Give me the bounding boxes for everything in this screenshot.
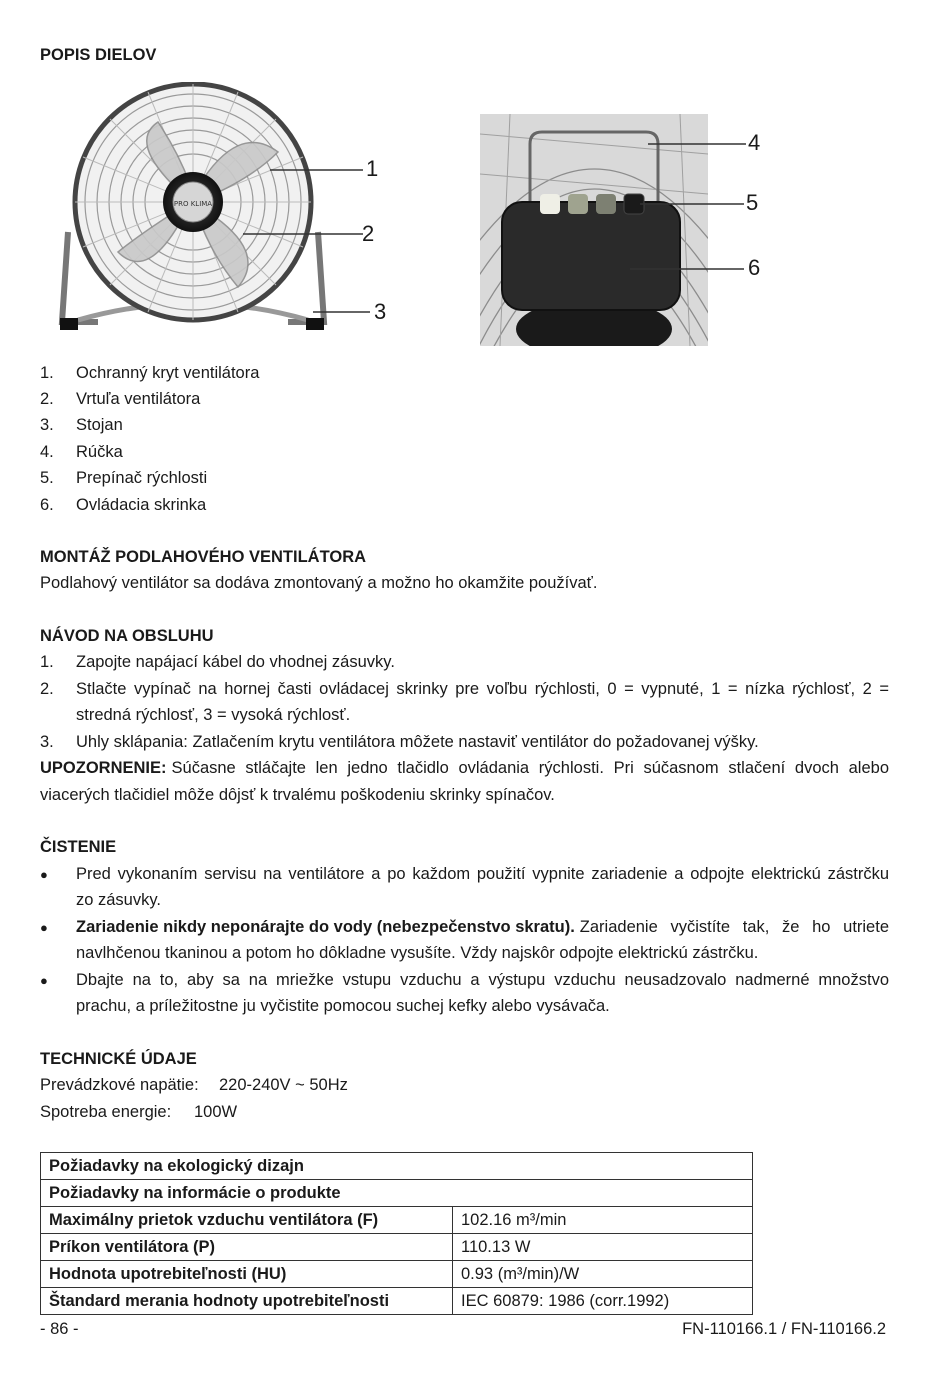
section-heading-operation: NÁVOD NA OBSLUHU [40, 627, 214, 645]
table-row [41, 1288, 753, 1315]
right-callout-lines [708, 140, 748, 280]
operation-step-2: Stlačte vypínač na hornej časti ovládacej skrinky pre voľbu rýchlosti, 0 = vypnuté, 1 = nízka rýchlosť, 2 = [76, 680, 889, 698]
callout-2: 2 [362, 221, 375, 246]
table-value-cell: 0.93 (m³/min)/W [453, 1261, 753, 1288]
cleaning-bullet-2 [76, 918, 889, 937]
operation-step-3: Uhly sklápania: Zatlačením krytu ventilátora môžete nastaviť ventilátor do požadovanej výšky. [76, 733, 759, 751]
table-value-cell: 110.13 W [453, 1234, 753, 1261]
section-heading-parts: POPIS DIELOV [40, 46, 157, 64]
warning-text-cont: viacerých tlačidiel môže dôjsť k trvalému poškodeniu skrinky spínačov. [40, 786, 555, 804]
callout-5: 5 [746, 190, 759, 215]
voltage-value: 220-240V ~ 50Hz [219, 1076, 348, 1094]
page-number: - 86 - [40, 1320, 79, 1338]
list-number: 4. [40, 443, 54, 461]
ecodesign-table [40, 1152, 753, 1315]
table-value-cell: IEC 60879: 1986 (corr.1992) [453, 1288, 753, 1315]
power-label: Spotreba energie: [40, 1103, 172, 1121]
list-item: Ochranný kryt ventilátora [76, 364, 260, 382]
operation-step-2-cont: stredná rýchlosť, 3 = vysoká rýchlosť. [76, 706, 351, 724]
power-value: 100W [194, 1103, 238, 1121]
callout-3: 3 [374, 299, 387, 324]
table-label-cell: Maximálny prietok vzduchu ventilátora (F) [41, 1207, 453, 1234]
cleaning-bullet-1-cont: zo zásuvky. [76, 891, 161, 909]
list-number: 5. [40, 469, 54, 487]
section-heading-technical: TECHNICKÉ ÚDAJE [40, 1050, 197, 1068]
list-item: Ovládacia skrinka [76, 496, 207, 514]
list-number: 6. [40, 496, 54, 514]
operation-step-1: Zapojte napájací kábel do vhodnej zásuvky. [76, 653, 395, 671]
callout-1: 1 [366, 156, 379, 181]
table-row [41, 1207, 753, 1234]
list-number: 2. [40, 680, 54, 698]
cleaning-bullet-3: Dbajte na to, aby sa na mriežke vstupu vzduchu a výstupu vzduchu neusadzovalo nadmerné množstvo [76, 971, 889, 989]
cleaning-bullet-3-cont: prachu, a príležitostne ju vyčistite pomocou suchej kefky alebo vysávača. [76, 997, 610, 1015]
bullet-icon: ● [40, 920, 48, 935]
list-item: Stojan [76, 416, 123, 434]
table-row [41, 1234, 753, 1261]
table-label-cell: Príkon ventilátora (P) [41, 1234, 453, 1261]
control-box-figure [480, 114, 708, 346]
list-number: 3. [40, 733, 54, 751]
warning-line [40, 759, 889, 778]
section-heading-assembly: MONTÁŽ PODLAHOVÉHO VENTILÁTORA [40, 548, 367, 566]
table-row [41, 1261, 753, 1288]
model-number: FN-110166.1 / FN-110166.2 [682, 1320, 886, 1338]
table-header-cell: Požiadavky na informácie o produkte [41, 1180, 753, 1207]
brand-label: PRO KLIMA [173, 200, 213, 208]
section-heading-cleaning: ČISTENIE [40, 838, 117, 856]
callout-4: 4 [748, 130, 761, 155]
cleaning-bullet-2-text: Zariadenie vyčistíte tak, že ho utriete [579, 918, 889, 936]
list-number: 3. [40, 416, 54, 434]
callout-6: 6 [748, 255, 761, 280]
table-value-cell: 102.16 m³/min [453, 1207, 753, 1234]
table-row [41, 1180, 753, 1207]
list-number: 1. [40, 653, 54, 671]
cleaning-bullet-2-cont: navlhčenou tkaninou a potom ho dôkladne vysušíte. Vždy najskôr odpojte elektrickú zástrčku. [76, 944, 759, 962]
list-number: 2. [40, 390, 54, 408]
cleaning-warning-bold: Zariadenie nikdy neponárajte do vody (nebezpečenstvo skratu). [76, 918, 575, 936]
table-label-cell: Štandard merania hodnoty upotrebiteľnosti [41, 1288, 453, 1315]
cleaning-bullet-1: Pred vykonaním servisu na ventilátore a po každom použití vypnite zariadenie a odpojte elektrickú zástrčku [76, 865, 889, 883]
warning-text: Súčasne stláčajte len jedno tlačidlo ovládania rýchlosti. Pri súčasnom stlačení dvoch alebo [171, 759, 889, 777]
table-header-cell: Požiadavky na ekologický dizajn [41, 1153, 753, 1180]
warning-label: UPOZORNENIE: [40, 759, 167, 777]
floor-fan-figure [38, 82, 398, 350]
voltage-label: Prevádzkové napätie: [40, 1076, 199, 1094]
list-item: Rúčka [76, 443, 123, 461]
list-item: Prepínač rýchlosti [76, 469, 208, 487]
table-label-cell: Hodnota upotrebiteľnosti (HU) [41, 1261, 453, 1288]
bullet-icon: ● [40, 973, 48, 988]
assembly-text: Podlahový ventilátor sa dodáva zmontovaný a možno ho okamžite používať. [40, 574, 598, 592]
list-item: Vrtuľa ventilátora [76, 390, 201, 408]
bullet-icon: ● [40, 867, 48, 882]
list-number: 1. [40, 364, 54, 382]
table-row [41, 1153, 753, 1180]
